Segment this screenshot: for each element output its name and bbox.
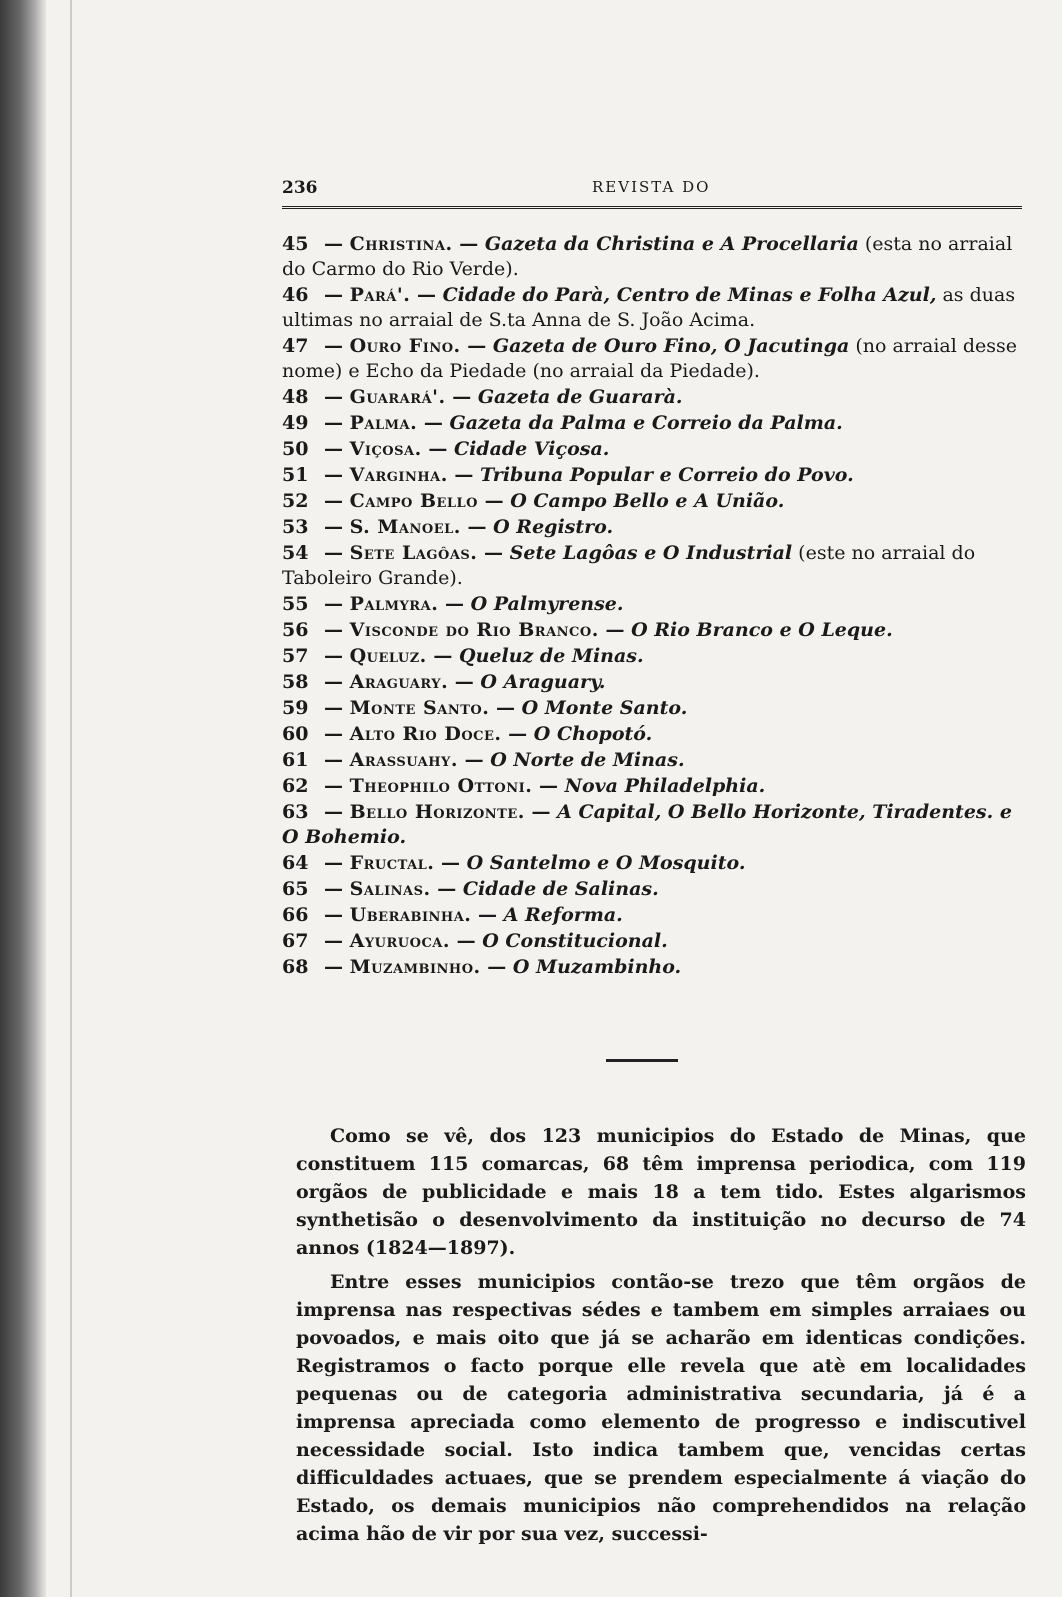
list-item — [282, 411, 1022, 436]
list-item — [282, 955, 1022, 980]
dash-separator: — — [324, 852, 350, 874]
newspaper-titles: A Reforma. — [503, 904, 623, 926]
dash-separator: — — [417, 412, 450, 434]
entry-number: 64 — [282, 852, 309, 874]
municipality-name: Queluz. — [349, 645, 427, 667]
newspaper-titles: O Monte Santo. — [521, 697, 688, 719]
list-item — [282, 670, 1022, 695]
municipality-name: Guarará'. — [349, 386, 446, 408]
list-item — [282, 851, 1022, 876]
list-item — [282, 232, 1022, 282]
entry-number: 52 — [282, 490, 309, 512]
entry-number: 56 — [282, 619, 309, 641]
list-item — [282, 592, 1022, 617]
page-header — [282, 178, 1022, 204]
newspaper-titles: Cidade Viçosa. — [453, 438, 610, 460]
book-spine-shadow — [0, 0, 46, 1597]
entry-number: 53 — [282, 516, 309, 538]
list-item — [282, 774, 1022, 799]
dash-separator: — — [324, 516, 350, 538]
entry-number: 55 — [282, 593, 309, 615]
dash-separator: — — [457, 749, 491, 771]
entry-number: 62 — [282, 775, 309, 797]
list-item — [282, 748, 1022, 773]
dash-separator: — — [324, 542, 350, 564]
municipality-name: Alto Rio Doce. — [349, 723, 502, 745]
newspaper-titles: Gazeta de Ouro Fino, O Jacutinga — [492, 335, 850, 357]
entry-number: 54 — [282, 542, 309, 564]
newspaper-titles: Gazeta da Christina e A Procellaria — [484, 233, 859, 255]
list-item — [282, 489, 1022, 514]
dash-separator: — — [324, 464, 350, 486]
municipality-name: Sete Lagôas. — [349, 542, 478, 564]
dash-separator: — — [324, 438, 350, 460]
newspaper-titles: O Santelmo e O Mosquito. — [466, 852, 746, 874]
municipality-name: Arassuahy. — [349, 749, 458, 771]
entry-number: 57 — [282, 645, 309, 667]
entry-number: 61 — [282, 749, 309, 771]
newspaper-titles: A Capital, O Bello Horizonte, Tiradentes. e O Bohemio. — [282, 801, 1012, 848]
municipality-name: Salinas. — [349, 878, 431, 900]
entry-number: 50 — [282, 438, 309, 460]
dash-separator: — — [324, 775, 350, 797]
entry-note: (este no arraial do Taboleiro Grande). — [282, 542, 976, 589]
dash-separator: — — [324, 801, 350, 823]
list-item — [282, 385, 1022, 410]
entry-number: 59 — [282, 697, 309, 719]
municipality-name: Palmyra. — [349, 593, 439, 615]
entry-number: 45 — [282, 233, 309, 255]
newspaper-titles: O Muzambinho. — [512, 956, 682, 978]
list-item — [282, 800, 1022, 850]
municipality-name: Christina. — [349, 233, 453, 255]
dash-separator: — — [324, 697, 350, 719]
list-item — [282, 437, 1022, 462]
dash-separator: — — [448, 671, 481, 693]
page-number: 236 — [282, 178, 318, 198]
dash-separator: — — [460, 516, 494, 538]
dash-separator: — — [489, 697, 522, 719]
municipality-name: Campo Bello — [349, 490, 479, 512]
entry-number: 60 — [282, 723, 309, 745]
dash-separator: — — [598, 619, 632, 641]
newspaper-list — [282, 232, 1022, 981]
newspaper-titles: Queluz de Minas. — [459, 645, 644, 667]
list-item — [282, 929, 1022, 954]
list-item — [282, 283, 1022, 333]
municipality-name: Uberabinha. — [349, 904, 472, 926]
section-separator — [606, 1059, 678, 1062]
municipality-name: Bello Horizonte. — [349, 801, 525, 823]
newspaper-titles: O Constitucional. — [482, 930, 668, 952]
list-item — [282, 463, 1022, 488]
dash-separator: — — [478, 490, 511, 512]
newspaper-titles: O Chopotó. — [533, 723, 653, 745]
entry-note: (no arraial desse nome) e Echo da Piedade (no arraial da Piedade). — [282, 335, 1018, 382]
municipality-name: Ouro Fino. — [349, 335, 461, 357]
dash-separator: — — [532, 775, 565, 797]
entry-note: (esta no arraial do Carmo do Rio Verde). — [282, 233, 1013, 280]
list-item — [282, 618, 1022, 643]
municipality-name: Muzambinho. — [349, 956, 481, 978]
dash-separator: — — [324, 233, 350, 255]
dash-separator: — — [324, 412, 350, 434]
dash-separator: — — [324, 749, 350, 771]
dash-separator: — — [324, 878, 350, 900]
running-head: REVISTA DO — [592, 178, 711, 196]
dash-separator: — — [430, 878, 463, 900]
entry-number: 65 — [282, 878, 309, 900]
list-item — [282, 722, 1022, 747]
newspaper-titles: Tribuna Popular e Correio do Povo. — [480, 464, 854, 486]
dash-separator: — — [471, 904, 504, 926]
dash-separator: — — [450, 930, 483, 952]
header-rule — [282, 206, 1022, 209]
dash-separator: — — [324, 335, 350, 357]
entry-number: 51 — [282, 464, 309, 486]
municipality-name: Monte Santo. — [349, 697, 490, 719]
dash-separator: — — [445, 386, 478, 408]
newspaper-titles: O Campo Bello e A União. — [510, 490, 785, 512]
list-item — [282, 903, 1022, 928]
dash-separator: — — [324, 284, 350, 306]
dash-separator: — — [324, 386, 350, 408]
dash-separator: — — [324, 723, 350, 745]
newspaper-titles: Gazeta da Palma e Correio da Palma. — [449, 412, 843, 434]
entry-note: as duas ultimas no arraial de S.ta Anna de S. João Acima. — [282, 284, 1016, 331]
dash-separator: — — [324, 930, 350, 952]
dash-separator: — — [421, 438, 454, 460]
dash-separator: — — [524, 801, 558, 823]
dash-separator: — — [426, 645, 460, 667]
newspaper-titles: Cidade do Parà, Centro de Minas e Folha Azul, — [442, 284, 937, 306]
list-item — [282, 877, 1022, 902]
newspaper-titles: Gazeta de Guararà. — [477, 386, 683, 408]
entry-number: 66 — [282, 904, 309, 926]
municipality-name: Fructal. — [349, 852, 435, 874]
list-item — [282, 644, 1022, 669]
list-item — [282, 334, 1022, 384]
dash-separator: — — [324, 904, 350, 926]
dash-separator: — — [447, 464, 481, 486]
list-item — [282, 696, 1022, 721]
entry-number: 68 — [282, 956, 309, 978]
newspaper-titles: O Palmyrense. — [470, 593, 624, 615]
dash-separator: — — [324, 645, 350, 667]
entry-number: 49 — [282, 412, 309, 434]
municipality-name: Palma. — [349, 412, 418, 434]
municipality-name: Araguary. — [349, 671, 449, 693]
newspaper-titles: Sete Lagôas e O Industrial — [509, 542, 793, 564]
entry-number: 47 — [282, 335, 309, 357]
entry-number: 58 — [282, 671, 309, 693]
paragraph-1: Como se vê, dos 123 municipios do Estado de Minas, que constituem 115 comarcas, 68 têm imprensa periodica, com 119 orgãos de publicidade e mais 18 a tem tido. Estes algarismos synthetisão o desenvolvimento da instituição no decurso de 74 annos (1824—1897). — [296, 1125, 1026, 1259]
dash-separator: — — [460, 335, 493, 357]
list-item — [282, 515, 1022, 540]
municipality-name: Visconde do Rio Branco. — [349, 619, 599, 641]
dash-separator: — — [324, 593, 350, 615]
newspaper-titles: Cidade de Salinas. — [462, 878, 659, 900]
gutter-line — [70, 0, 72, 1597]
municipality-name: Pará'. — [349, 284, 411, 306]
dash-separator: — — [410, 284, 443, 306]
newspaper-titles: O Norte de Minas. — [490, 749, 685, 771]
newspaper-titles: O Araguary. — [480, 671, 606, 693]
municipality-name: Viçosa. — [349, 438, 422, 460]
entry-number: 67 — [282, 930, 309, 952]
dash-separator: — — [501, 723, 534, 745]
dash-separator: — — [324, 619, 350, 641]
dash-separator: — — [434, 852, 467, 874]
municipality-name: Theophilo Ottoni. — [349, 775, 533, 797]
newspaper-titles: Nova Philadelphia. — [564, 775, 766, 797]
entry-number: 48 — [282, 386, 309, 408]
dash-separator: — — [480, 956, 513, 978]
body-text — [296, 1122, 1026, 1554]
paragraph-2: Entre esses municipios contão-se trezo que têm orgãos de imprensa nas respectivas sédes e tambem em simples arraiaes ou povoados, e mais oito que já se acharão em identicas condições. Registramos o facto porque elle revela que atè em localidades pequenas ou de categoria administrativa secundaria, já é a imprensa apreciada como elemento de progresso e indiscutivel necessidade social. Isto indica tambem que, vencidas certas difficuldades actuaes, que se prendem especialmente á viação do Estado, os demais municipios não comprehendidos na relação acima hão de vir por sua vez, successi- — [296, 1271, 1026, 1545]
dash-separator: — — [438, 593, 471, 615]
dash-separator: — — [324, 956, 350, 978]
municipality-name: Ayuruoca. — [349, 930, 450, 952]
municipality-name: S. Manoel. — [349, 516, 461, 538]
dash-separator: — — [452, 233, 485, 255]
entry-number: 46 — [282, 284, 309, 306]
newspaper-titles: O Rio Branco e O Leque. — [631, 619, 893, 641]
dash-separator: — — [324, 671, 350, 693]
list-item — [282, 541, 1022, 591]
dash-separator: — — [477, 542, 510, 564]
entry-number: 63 — [282, 801, 309, 823]
newspaper-titles: O Registro. — [493, 516, 614, 538]
municipality-name: Varginha. — [349, 464, 448, 486]
dash-separator: — — [324, 490, 350, 512]
